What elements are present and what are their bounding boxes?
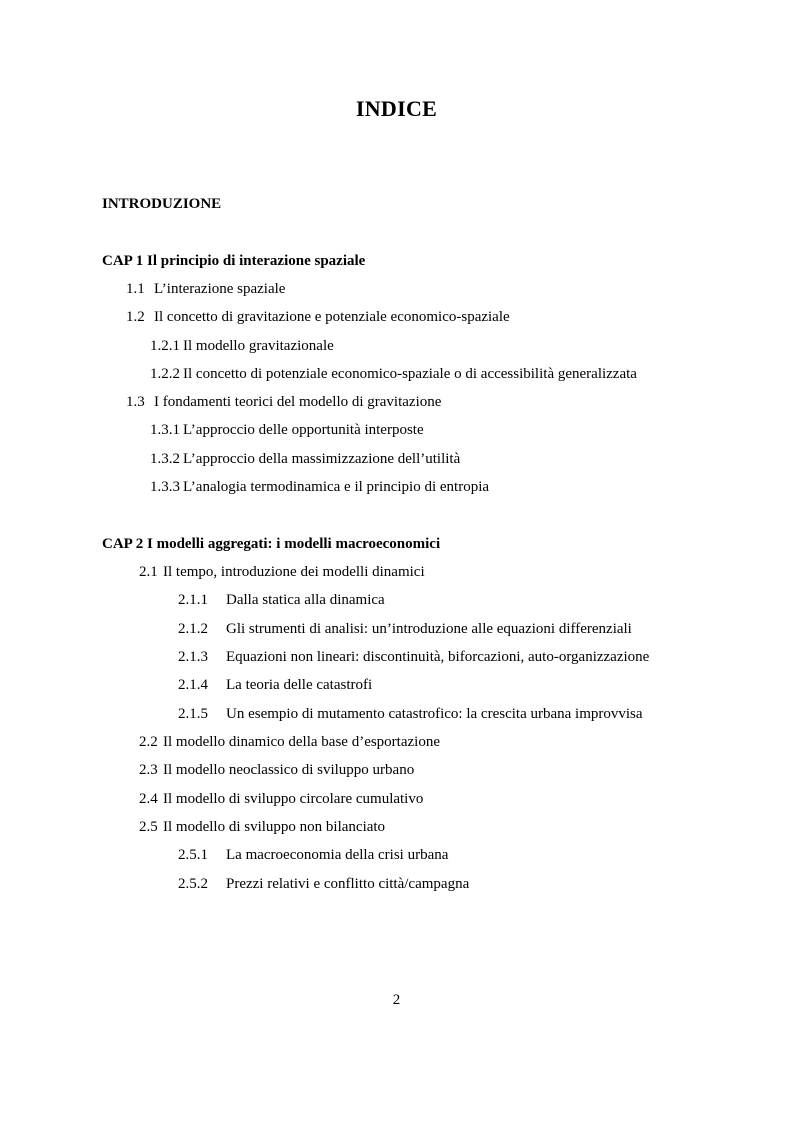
toc-entry-text: L’analogia termodinamica e il principio di entropia	[183, 479, 490, 495]
toc-entry	[126, 308, 510, 326]
toc-entry	[150, 365, 637, 383]
cap2-heading: CAP 2 I modelli aggregati: i modelli macroeconomici	[102, 536, 441, 552]
toc-entry-number: 2.2	[139, 734, 158, 750]
toc-entry-number: 1.2.1	[150, 338, 180, 354]
toc-entry-number: 2.5	[139, 819, 158, 835]
toc-entry	[139, 761, 414, 779]
toc-entry-text: Il concetto di gravitazione e potenziale economico-spaziale	[154, 309, 510, 325]
toc-entry-number: 1.3.1	[150, 422, 180, 438]
toc-entry-text: Il modello di sviluppo circolare cumulativo	[163, 791, 424, 807]
toc-entry-text: Il modello di sviluppo non bilanciato	[163, 819, 386, 835]
page-title: INDICE	[355, 96, 438, 121]
toc-entry-text: La macroeconomia della crisi urbana	[226, 847, 449, 863]
toc-entry	[139, 818, 385, 836]
toc-entry-text: Equazioni non lineari: discontinuità, biforcazioni, auto-organizzazione	[226, 649, 650, 665]
toc-entry-number: 2.5.1	[178, 847, 208, 863]
toc-entry-number: 2.1.1	[178, 592, 208, 608]
toc-entry-text: La teoria delle catastrofi	[226, 677, 373, 693]
toc-entry-text: Il modello neoclassico di sviluppo urbano	[163, 762, 415, 778]
toc-entry	[150, 450, 460, 468]
page-number: 2	[392, 992, 401, 1008]
toc-entry-text: Il modello gravitazionale	[183, 338, 334, 354]
toc-entry-text: L’approccio delle opportunità interposte	[183, 422, 424, 438]
toc-entry-number: 2.1.2	[178, 621, 208, 637]
toc-entry-number: 2.1.4	[178, 677, 208, 693]
toc-entry-text: Il tempo, introduzione dei modelli dinamici	[163, 564, 425, 580]
toc-entry-text: L’approccio della massimizzazione dell’utilità	[183, 451, 461, 467]
toc-introduzione: INTRODUZIONE	[102, 196, 222, 212]
toc-entry	[150, 478, 489, 496]
toc-entry	[178, 676, 372, 694]
toc-entry	[139, 733, 440, 751]
toc-entry-text: Dalla statica alla dinamica	[226, 592, 385, 608]
toc-entry	[178, 648, 649, 666]
toc-entry-number: 1.2.2	[150, 366, 180, 382]
toc-entry	[178, 846, 448, 864]
toc-entry-number: 1.2	[126, 309, 145, 325]
toc-entry-text: Gli strumenti di analisi: un’introduzione alle equazioni differenziali	[226, 621, 632, 637]
toc-entry	[178, 875, 469, 893]
toc-entry-text: L’interazione spaziale	[154, 281, 286, 297]
toc-entry-text: Il concetto di potenziale economico-spaziale o di accessibilità generalizzata	[183, 366, 637, 382]
toc-entry-text: Il modello dinamico della base d’esportazione	[163, 734, 440, 750]
toc-entry-number: 2.1.3	[178, 649, 208, 665]
toc-entry-number: 1.3	[126, 394, 145, 410]
toc-entry-number: 2.1.5	[178, 706, 208, 722]
toc-entry	[150, 337, 334, 355]
toc-entry	[126, 280, 285, 298]
toc-entry	[178, 591, 385, 609]
toc-entry-text: Prezzi relativi e conflitto città/campagna	[226, 876, 470, 892]
toc-entry	[139, 790, 423, 808]
toc-entry	[139, 563, 425, 581]
toc-entry-number: 2.4	[139, 791, 158, 807]
toc-entry-number: 2.1	[139, 564, 158, 580]
toc-entry-text: Un esempio di mutamento catastrofico: la crescita urbana improvvisa	[226, 706, 643, 722]
toc-entry-text: I fondamenti teorici del modello di gravitazione	[154, 394, 442, 410]
toc-entry	[178, 620, 632, 638]
toc-entry-number: 1.3.2	[150, 451, 180, 467]
toc-entry	[178, 705, 643, 723]
toc-entry	[126, 393, 441, 411]
toc-entry-number: 2.5.2	[178, 876, 208, 892]
toc-entry-number: 2.3	[139, 762, 158, 778]
toc-entry-number: 1.1	[126, 281, 145, 297]
toc-entry-number: 1.3.3	[150, 479, 180, 495]
toc-entry	[150, 421, 424, 439]
cap1-heading: CAP 1 Il principio di interazione spaziale	[102, 253, 366, 269]
